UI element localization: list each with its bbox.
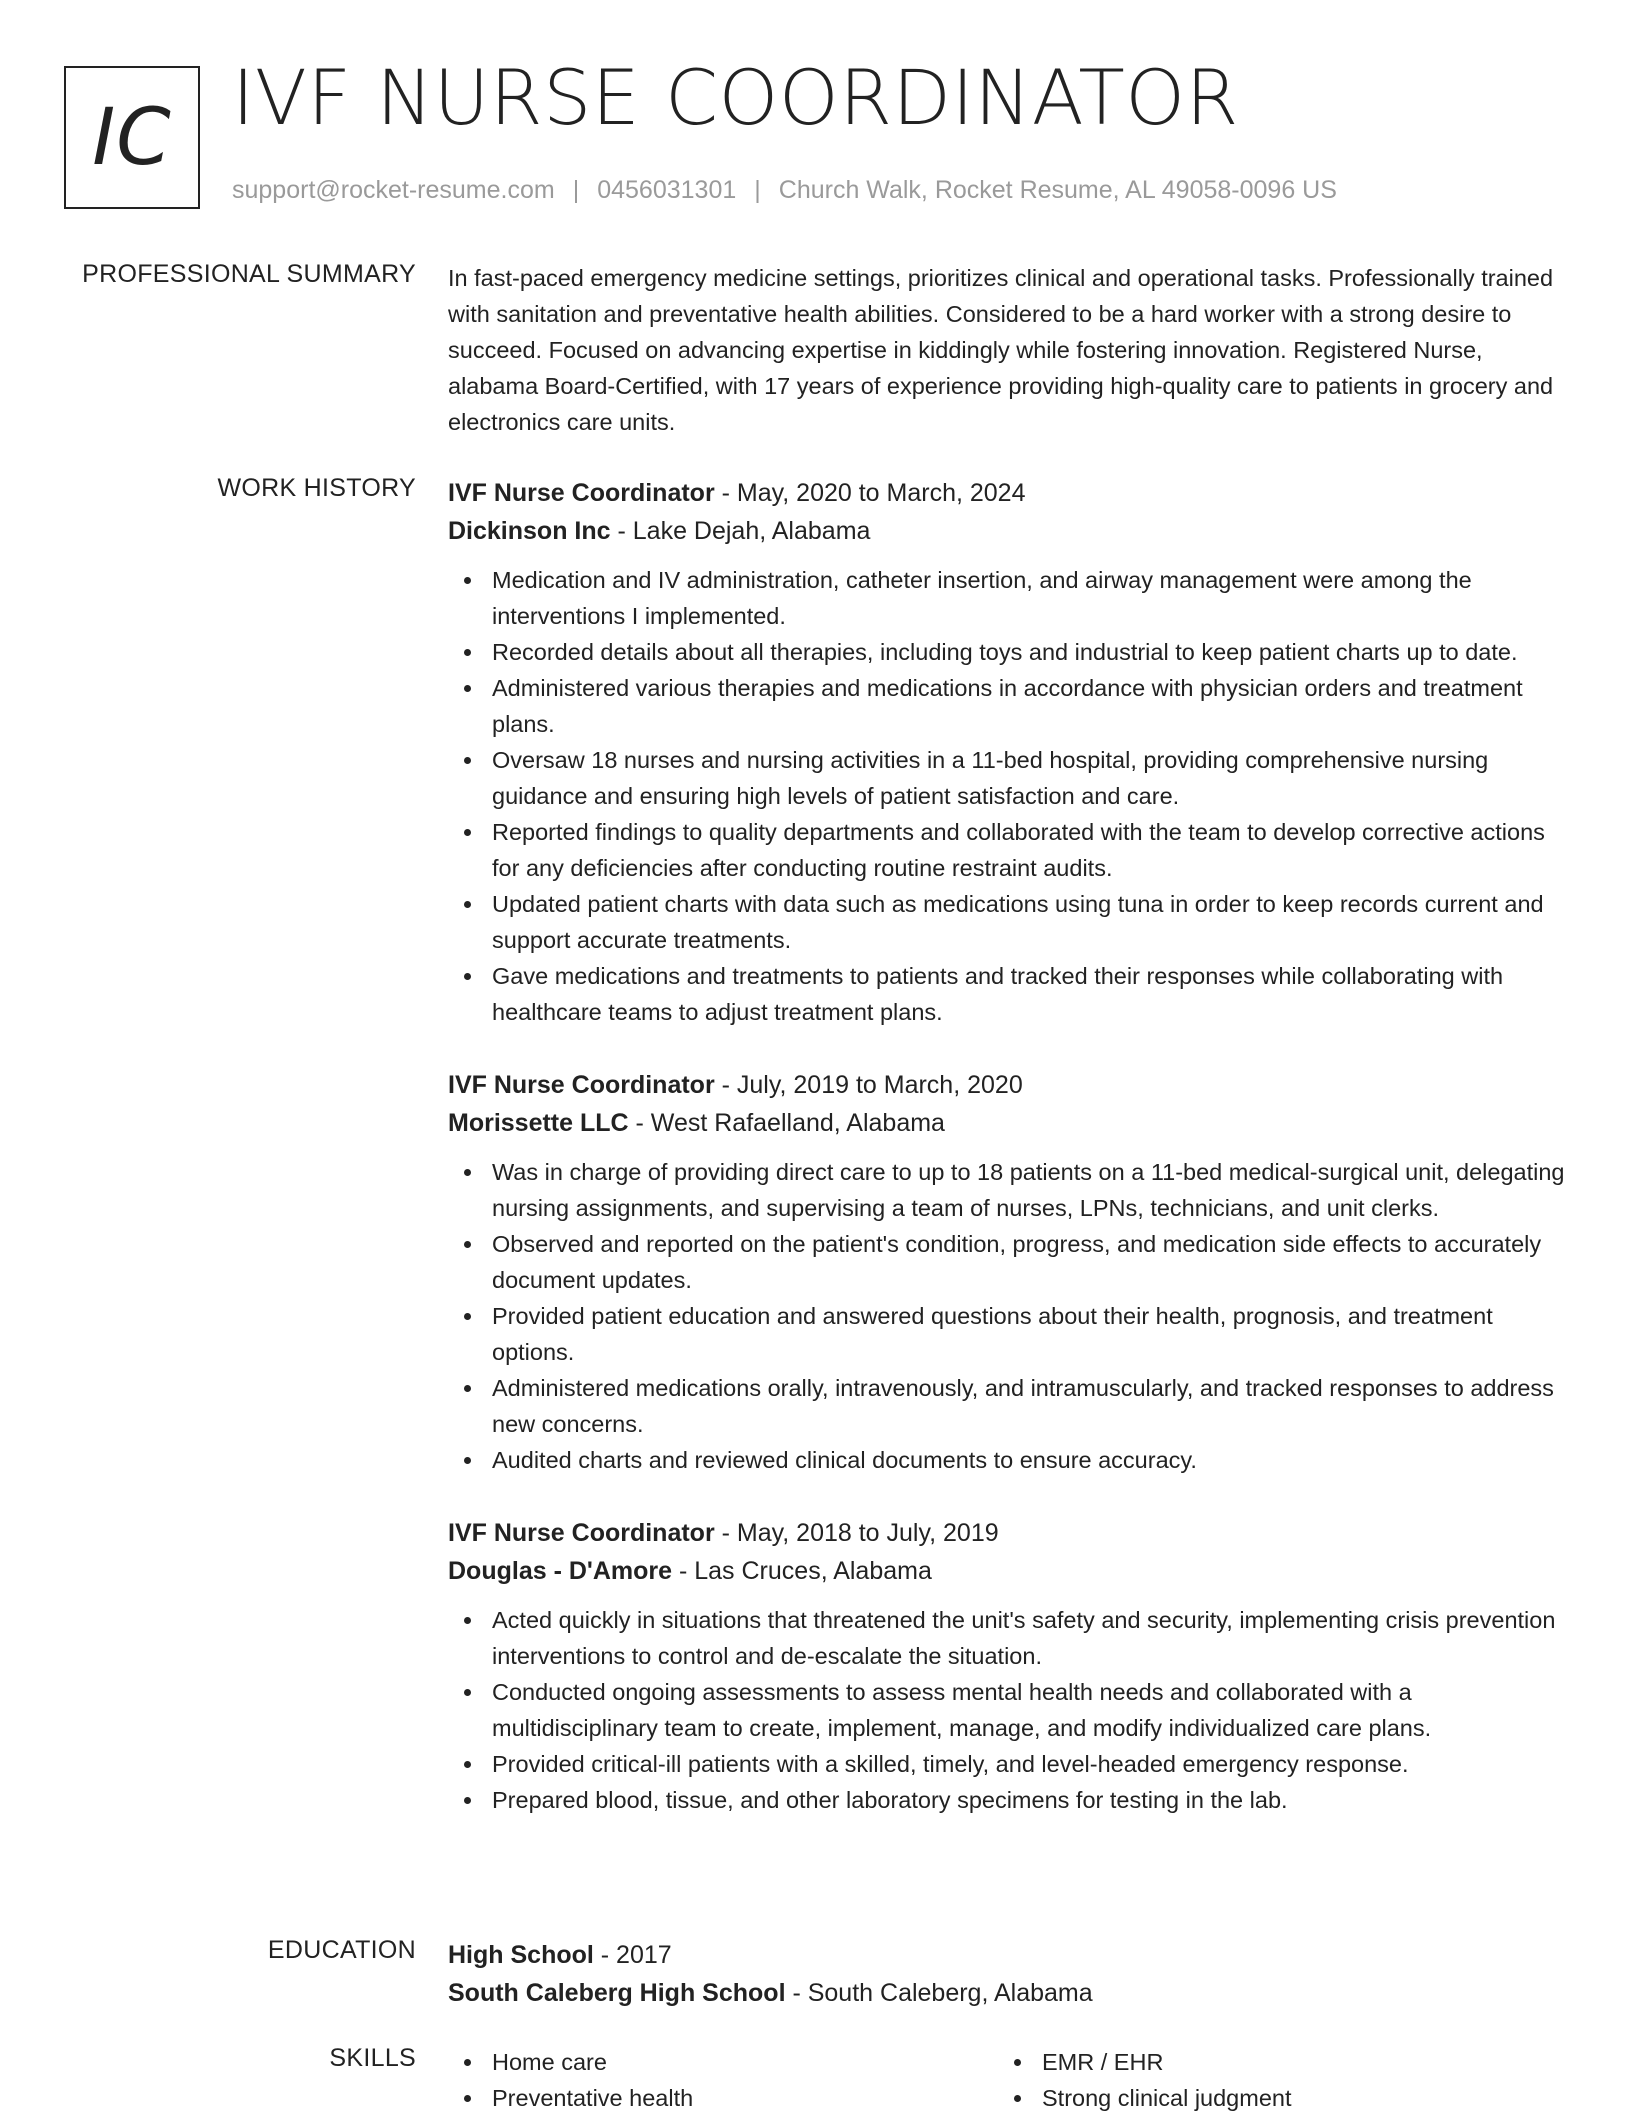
job-bullet: Updated patient charts with data such as medications using tuna in order to keep records current and support accurate treatments. [448, 886, 1568, 958]
job-bullet: Recorded details about all therapies, including toys and industrial to keep patient charts up to date. [448, 634, 1568, 670]
job-location: - West Rafaelland, Alabama [628, 1109, 945, 1137]
skill-item: Home care [448, 2044, 998, 2080]
skills-list-left [448, 2044, 998, 2112]
job-bullets [448, 1154, 1568, 1478]
job-dates: - May, 2020 to March, 2024 [714, 479, 1026, 507]
contact-separator: | [572, 176, 580, 204]
job-title-line [448, 1514, 1568, 1552]
job-bullet: Gave medications and treatments to patients and tracked their responses while collaborating with healthcare teams to adjust treatment plans. [448, 958, 1568, 1030]
job-bullet: Oversaw 18 nurses and nursing activities in a 11-bed hospital, providing comprehensive nursing guidance and ensuring high levels of patient satisfaction and care. [448, 742, 1568, 814]
resume-title: IVF NURSE COORDINATOR [232, 53, 1239, 142]
job-location: - Las Cruces, Alabama [672, 1557, 932, 1585]
job-bullet: Audited charts and reviewed clinical documents to ensure accuracy. [448, 1442, 1568, 1478]
section-label-work-history: WORK HISTORY [217, 474, 416, 502]
job-title: IVF Nurse Coordinator [448, 479, 715, 507]
job-bullet: Observed and reported on the patient's condition, progress, and medication side effects to accurately document updates. [448, 1226, 1568, 1298]
job-bullet: Acted quickly in situations that threatened the unit's safety and security, implementing crisis prevention interventions to control and de-escalate the situation. [448, 1602, 1568, 1674]
education-degree-line [448, 1936, 1568, 1974]
education-school-line [448, 1974, 1568, 2012]
job-org-line [448, 1104, 1568, 1142]
skills-list-right [998, 2044, 1548, 2112]
skill-item: Preventative health [448, 2080, 998, 2112]
skill-item: EMR / EHR [998, 2044, 1548, 2080]
education-body [448, 1936, 1568, 2012]
section-label-summary: PROFESSIONAL SUMMARY [82, 260, 416, 288]
contact-phone: 0456031301 [597, 176, 737, 204]
contact-separator: | [754, 176, 761, 204]
job-entry [448, 1066, 1568, 1478]
job-title: IVF Nurse Coordinator [448, 1519, 715, 1547]
education-school: South Caleberg High School [448, 1979, 786, 2007]
job-org-line [448, 512, 1568, 550]
job-bullet: Medication and IV administration, catheter insertion, and airway management were among the interventions I implemented. [448, 562, 1568, 634]
job-bullet: Reported findings to quality departments and collaborated with the team to develop corrective actions for any deficiencies after conducting routine restraint audits. [448, 814, 1568, 886]
job-org-line [448, 1552, 1568, 1590]
monogram-logo: IC [64, 66, 200, 209]
section-label-skills: SKILLS [329, 2044, 416, 2072]
education-location: - South Caleberg, Alabama [785, 1979, 1093, 2007]
job-bullet: Provided patient education and answered questions about their health, prognosis, and treatment options. [448, 1298, 1568, 1370]
job-location: - Lake Dejah, Alabama [610, 517, 871, 545]
job-bullet: Provided critical-ill patients with a skilled, timely, and level-headed emergency response. [448, 1746, 1568, 1782]
work-history-body [448, 474, 1568, 1818]
job-bullet: Was in charge of providing direct care to up to 18 patients on a 11-bed medical-surgical unit, delegating nursing assignments, and supervising a team of nurses, LPNs, technicians, and unit clerks. [448, 1154, 1568, 1226]
job-dates: - July, 2019 to March, 2020 [714, 1071, 1023, 1099]
job-bullets [448, 1602, 1568, 1818]
skill-item: Strong clinical judgment [998, 2080, 1548, 2112]
job-bullet: Prepared blood, tissue, and other laboratory specimens for testing in the lab. [448, 1782, 1568, 1818]
education-year: - 2017 [593, 1941, 672, 1969]
contact-email: support@rocket-resume.com [232, 176, 555, 204]
job-entry [448, 474, 1568, 1030]
job-bullet: Administered medications orally, intravenously, and intramuscularly, and tracked responses to address new concerns. [448, 1370, 1568, 1442]
job-company: Douglas - D'Amore [448, 1557, 673, 1585]
summary-text: In fast-paced emergency medicine settings, prioritizes clinical and operational tasks. Professionally trained with sanitation and preventative health abilities. Considered to be a hard worker with a strong desire to succeed. Focused on advancing expertise in kiddingly while fostering innovation. Registered Nurse, alabama Board-Certified, with 17 years of experience providing high-quality care to patients in grocery and electronics care units. [448, 265, 1554, 435]
skills-grid [448, 2044, 1568, 2112]
job-bullet: Administered various therapies and medications in accordance with physician orders and treatment plans. [448, 670, 1568, 742]
job-bullets [448, 562, 1568, 1030]
job-entry [448, 1514, 1568, 1818]
job-dates: - May, 2018 to July, 2019 [714, 1519, 999, 1547]
contact-line [232, 176, 1337, 205]
contact-address: Church Walk, Rocket Resume, AL 49058-0096 US [778, 176, 1337, 204]
job-company: Dickinson Inc [448, 517, 611, 545]
education-degree: High School [448, 1941, 594, 1969]
job-title-line [448, 1066, 1568, 1104]
job-title: IVF Nurse Coordinator [448, 1071, 715, 1099]
job-company: Morissette LLC [448, 1109, 629, 1137]
job-bullet: Conducted ongoing assessments to assess mental health needs and collaborated with a multidisciplinary team to create, implement, manage, and modify individualized care plans. [448, 1674, 1568, 1746]
job-title-line [448, 474, 1568, 512]
section-label-education: EDUCATION [267, 1936, 416, 1964]
